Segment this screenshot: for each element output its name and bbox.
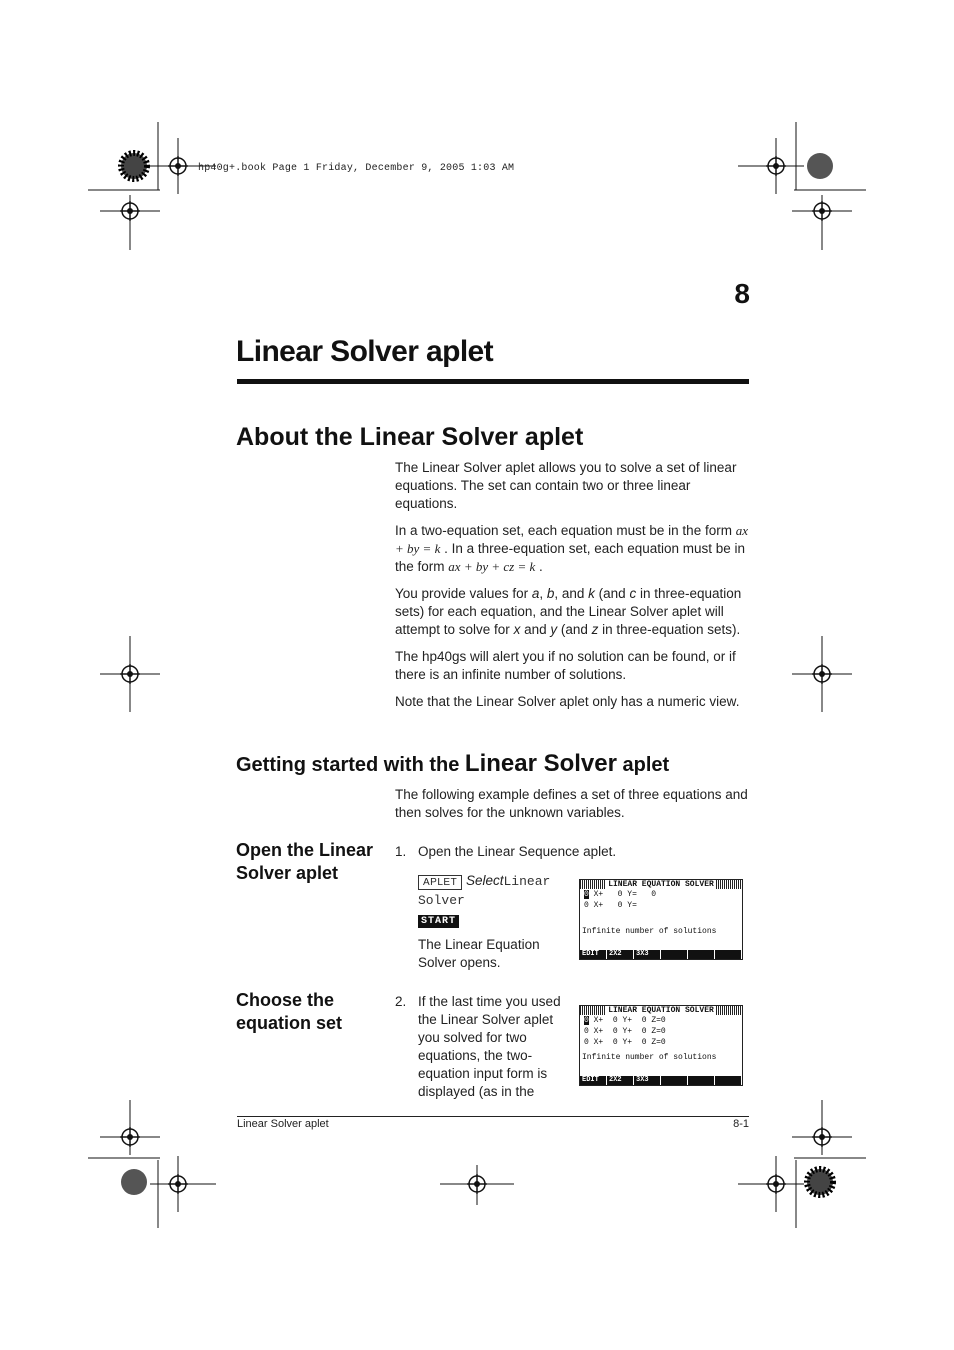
formula: ax + by = k bbox=[395, 523, 748, 556]
text: , bbox=[539, 586, 547, 601]
coef: 0 bbox=[612, 1027, 618, 1036]
select-label: Select bbox=[465, 873, 504, 888]
text: . bbox=[539, 559, 543, 574]
coef: 0 bbox=[584, 1038, 589, 1047]
paragraph bbox=[395, 585, 755, 639]
softkey: EDIT bbox=[580, 950, 606, 959]
subsection-intro: The following example defines a set of three equations and then solves for the unknown variables. bbox=[395, 787, 748, 820]
equation-row bbox=[580, 1037, 742, 1048]
calculator-screen-3x3 bbox=[579, 1005, 743, 1086]
paragraph bbox=[395, 522, 755, 576]
heading-part: Linear Solver bbox=[464, 750, 617, 777]
softkey bbox=[715, 1076, 741, 1085]
footer-title: Linear Solver aplet bbox=[237, 1118, 329, 1130]
step-number: 1. bbox=[395, 844, 407, 859]
text: in three-equation sets) for each equation, and the Linear Solver aplet will attempt to solve for bbox=[395, 586, 742, 637]
softkey-menu bbox=[580, 1076, 742, 1085]
softkey bbox=[661, 950, 687, 959]
var: z bbox=[591, 622, 599, 637]
footer-rule bbox=[237, 1116, 749, 1117]
coef: 0 bbox=[641, 1038, 647, 1047]
chapter-title: Linear Solver aplet bbox=[236, 335, 494, 368]
coef: 0 bbox=[612, 1016, 618, 1025]
term: X+ bbox=[593, 1027, 604, 1036]
coef: 0 bbox=[660, 1027, 666, 1036]
coef: 0 bbox=[584, 1027, 589, 1036]
var: y bbox=[550, 622, 558, 637]
start-softkey: START bbox=[418, 915, 459, 928]
subsection-heading bbox=[236, 750, 669, 778]
text: , and bbox=[554, 586, 589, 601]
formula: ax + by + cz = k bbox=[448, 559, 536, 574]
equation-row bbox=[580, 1015, 742, 1026]
softkey bbox=[688, 1076, 714, 1085]
keystroke-block bbox=[418, 872, 568, 928]
paragraph: The Linear Solver aplet allows you to solve a set of linear equations. The set can contain two or three linear equations. bbox=[395, 460, 737, 511]
screen-title-text: LINEAR EQUATION SOLVER bbox=[608, 1006, 714, 1015]
text: In a two-equation set, each equation must be in the form bbox=[395, 523, 732, 538]
var: b bbox=[546, 586, 555, 601]
equation-row bbox=[580, 889, 742, 900]
term: Y= bbox=[627, 901, 637, 910]
term: Y+ bbox=[622, 1016, 633, 1025]
menu-item: Linear Solver bbox=[418, 874, 551, 908]
step-number: 2. bbox=[395, 994, 407, 1009]
term: X+ bbox=[593, 890, 604, 899]
coef: 0 bbox=[584, 1016, 589, 1025]
coef: 0 bbox=[660, 1038, 666, 1047]
step-text: The Linear Equation Solver opens. bbox=[418, 937, 540, 970]
text: . In a three-equation set, each equation must be in the form bbox=[395, 541, 746, 574]
text: (and bbox=[557, 622, 592, 637]
status-message: Infinite number of solutions bbox=[582, 1053, 717, 1062]
equation-row bbox=[580, 1026, 742, 1037]
softkey bbox=[715, 950, 741, 959]
coef: 0 bbox=[617, 890, 623, 899]
softkey: 3X3 bbox=[634, 1076, 660, 1085]
step-text: Open the Linear Sequence aplet. bbox=[418, 844, 617, 859]
coef: 0 bbox=[584, 890, 589, 899]
heading-part: Getting started with the bbox=[236, 754, 465, 776]
aplet-key: APLET bbox=[418, 875, 462, 890]
softkey: 2X2 bbox=[607, 1076, 633, 1085]
screen-title-text: LINEAR EQUATION SOLVER bbox=[608, 880, 714, 889]
chapter-number: 8 bbox=[734, 278, 750, 309]
term: Z= bbox=[651, 1038, 661, 1047]
section-body bbox=[395, 459, 755, 711]
equation-row bbox=[580, 900, 742, 911]
softkey: 3X3 bbox=[634, 950, 660, 959]
chapter-rule bbox=[237, 379, 749, 384]
calculator-screen-2x2 bbox=[579, 879, 743, 960]
screen-title bbox=[580, 880, 742, 889]
screen-title bbox=[580, 1006, 742, 1015]
softkey-menu bbox=[580, 950, 742, 959]
term: Z= bbox=[651, 1027, 661, 1036]
text: You provide values for bbox=[395, 586, 532, 601]
coef: 0 bbox=[651, 890, 657, 899]
coef: 0 bbox=[584, 901, 589, 910]
text: (and bbox=[594, 586, 630, 601]
step1-heading: Open the Linear Solver aplet bbox=[236, 840, 374, 883]
term: Y+ bbox=[622, 1027, 633, 1036]
text: in three-equation sets). bbox=[598, 622, 741, 637]
step-text: If the last time you used the Linear Solver aplet you solved for two equations, the two-equation input form is displayed (as in the bbox=[418, 994, 561, 1099]
text: and bbox=[520, 622, 551, 637]
step2-heading: Choose the equation set bbox=[236, 990, 343, 1033]
coef: 0 bbox=[641, 1016, 647, 1025]
softkey bbox=[688, 950, 714, 959]
print-slug: hp40g+.book Page 1 Friday, December 9, 2005 1:03 AM bbox=[198, 163, 515, 174]
coef: 0 bbox=[660, 1016, 666, 1025]
heading-part: aplet bbox=[616, 754, 670, 776]
coef: 0 bbox=[612, 1038, 618, 1047]
softkey: 2X2 bbox=[607, 950, 633, 959]
term: Y= bbox=[627, 890, 637, 899]
var: a bbox=[531, 586, 540, 601]
page-number: 8-1 bbox=[733, 1118, 749, 1130]
var: x bbox=[513, 622, 521, 637]
coef: 0 bbox=[641, 1027, 647, 1036]
var: k bbox=[588, 586, 595, 601]
section-heading: About the Linear Solver aplet bbox=[236, 423, 584, 451]
paragraph: The hp40gs will alert you if no solution can be found, or if there is an infinite number of solutions. bbox=[395, 649, 736, 682]
status-message: Infinite number of solutions bbox=[582, 927, 717, 936]
coef: 0 bbox=[617, 901, 623, 910]
term: Y+ bbox=[622, 1038, 633, 1047]
term: X+ bbox=[593, 1016, 604, 1025]
var: c bbox=[629, 586, 637, 601]
term: Z= bbox=[651, 1016, 661, 1025]
paragraph: Note that the Linear Solver aplet only has a numeric view. bbox=[395, 694, 740, 709]
softkey bbox=[661, 1076, 687, 1085]
term: X+ bbox=[593, 1038, 604, 1047]
term: X+ bbox=[593, 901, 604, 910]
softkey: EDIT bbox=[580, 1076, 606, 1085]
